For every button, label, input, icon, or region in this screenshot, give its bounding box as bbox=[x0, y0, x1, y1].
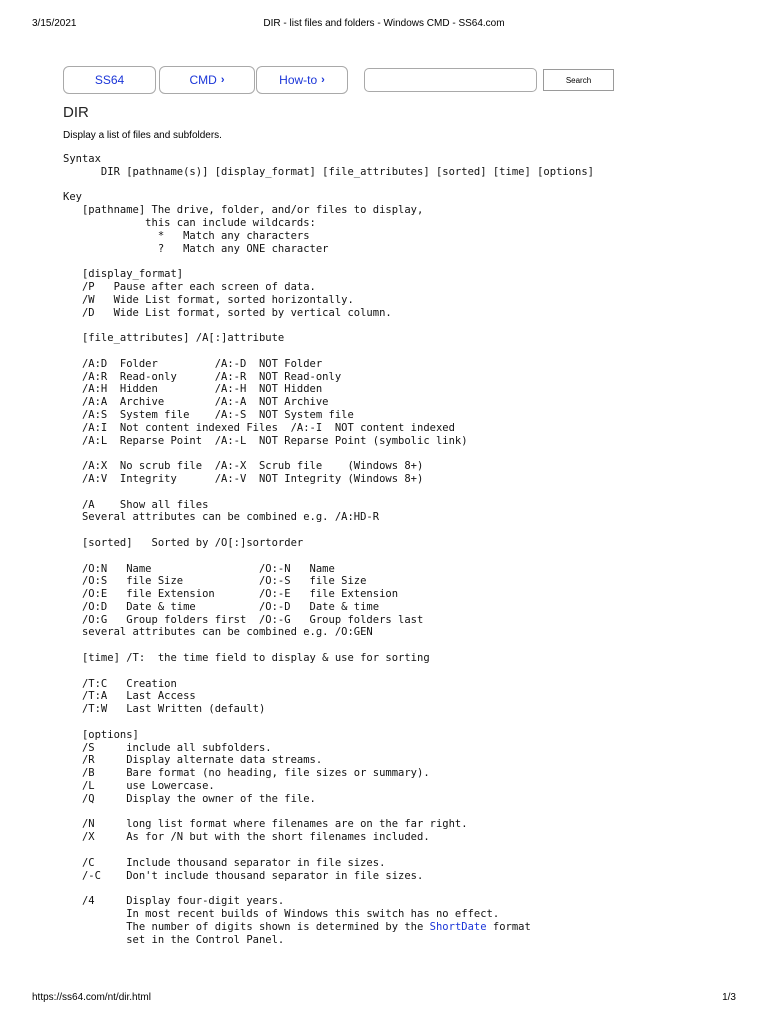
print-url: https://ss64.com/nt/dir.html bbox=[32, 992, 151, 1003]
content-line: this can include wildcards: bbox=[63, 216, 316, 229]
content-line bbox=[63, 716, 723, 729]
content-line bbox=[63, 639, 723, 652]
content-line bbox=[63, 844, 723, 857]
content-line bbox=[63, 179, 723, 192]
content-line: [options] bbox=[63, 728, 139, 741]
content-line: [file_attributes] /A[:]attribute bbox=[63, 332, 285, 345]
content-line: /A:R Read-only /A:-R NOT Read-only bbox=[63, 370, 342, 383]
content-line: /O:E file Extension /O:-E file Extension bbox=[63, 588, 399, 601]
content-line: /A:S System file /A:-S NOT System file bbox=[63, 408, 354, 421]
content-line: /O:G Group folders first /O:-G Group folders last bbox=[63, 613, 424, 626]
content-line: /W Wide List format, sorted horizontally. bbox=[63, 293, 354, 306]
content-line: /D Wide List format, sorted by vertical column. bbox=[63, 306, 392, 319]
content-line bbox=[63, 524, 723, 537]
content-line: /A:I Not content indexed Files /A:-I NOT content indexed bbox=[63, 421, 455, 434]
content-line: /A Show all files bbox=[63, 498, 209, 511]
content-line: /A:X No scrub file /A:-X Scrub file (Windows 8+) bbox=[63, 460, 424, 473]
cmd-nav-button[interactable] bbox=[159, 66, 255, 94]
print-header bbox=[32, 18, 736, 32]
content-line: * Match any characters bbox=[63, 229, 310, 242]
content-line: /P Pause after each screen of data. bbox=[63, 280, 316, 293]
print-page-title: DIR - list files and folders - Windows CMD - SS64.com bbox=[263, 18, 505, 29]
cmd-button-label: CMD bbox=[189, 73, 217, 87]
content-line: Syntax bbox=[63, 153, 101, 165]
content-line: ? Match any ONE character bbox=[63, 242, 329, 255]
content-line bbox=[63, 665, 723, 678]
content-line: Key bbox=[63, 191, 82, 204]
content-line: /A:A Archive /A:-A NOT Archive bbox=[63, 396, 329, 409]
content-line: /X As for /N but with the short filenames included. bbox=[63, 831, 430, 844]
content-line: The number of digits shown is determined by the ShortDate format bbox=[63, 920, 531, 933]
content-line bbox=[63, 486, 723, 499]
content-line: /-C Don't include thousand separator in file sizes. bbox=[63, 869, 424, 882]
content-line: /A:D Folder /A:-D NOT Folder bbox=[63, 357, 323, 370]
content-line: [display_format] bbox=[63, 268, 184, 281]
page-subtitle: Display a list of files and subfolders. bbox=[63, 130, 222, 141]
content-line: /L use Lowercase. bbox=[63, 780, 215, 793]
content-line: /B Bare format (no heading, file sizes or summary). bbox=[63, 767, 430, 780]
content-line: /A:L Reparse Point /A:-L NOT Reparse Point (symbolic link) bbox=[63, 434, 468, 447]
howto-button-label: How-to bbox=[279, 73, 318, 87]
content-line: [sorted] Sorted by /O[:]sortorder bbox=[63, 536, 304, 549]
content-line: /O:N Name /O:-N Name bbox=[63, 562, 335, 575]
content-line bbox=[63, 319, 723, 332]
chevron-right-icon: › bbox=[321, 74, 325, 86]
ss64-home-button[interactable] bbox=[63, 66, 156, 94]
top-navigation bbox=[63, 66, 623, 94]
chevron-right-icon: › bbox=[220, 74, 225, 86]
content-line bbox=[63, 447, 723, 460]
content-line bbox=[63, 345, 723, 358]
content-line: /A:H Hidden /A:-H NOT Hidden bbox=[63, 383, 323, 396]
content-line: /C Include thousand separator in file sizes. bbox=[63, 856, 386, 869]
content-line: /O:S file Size /O:-S file Size bbox=[63, 575, 367, 588]
command-reference-text bbox=[63, 153, 723, 946]
shortdate-link[interactable]: ShortDate bbox=[429, 920, 487, 933]
ss64-button-label: SS64 bbox=[94, 73, 125, 87]
content-line bbox=[63, 550, 723, 563]
content-line: DIR [pathname(s)] [display_format] [file_attributes] [sorted] [time] [options] bbox=[63, 165, 595, 178]
content-line: set in the Control Panel. bbox=[63, 933, 285, 946]
content-line: /T:W Last Written (default) bbox=[63, 703, 266, 716]
content-line: /Q Display the owner of the file. bbox=[63, 792, 316, 805]
content-line: /R Display alternate data streams. bbox=[63, 754, 323, 767]
print-footer bbox=[32, 992, 736, 1006]
content-line bbox=[63, 806, 723, 819]
content-line: Several attributes can be combined e.g. /A:HD-R bbox=[63, 511, 380, 524]
content-line bbox=[63, 882, 723, 895]
content-line: /T:C Creation bbox=[63, 677, 177, 690]
content-line: /T:A Last Access bbox=[63, 690, 196, 703]
content-line: [time] /T: the time field to display & use for sorting bbox=[63, 652, 430, 665]
print-page-number: 1/3 bbox=[722, 992, 736, 1003]
content-line: [pathname] The drive, folder, and/or files to display, bbox=[63, 204, 424, 217]
content-line: In most recent builds of Windows this switch has no effect. bbox=[63, 908, 500, 921]
content-line: /S include all subfolders. bbox=[63, 741, 272, 754]
content-line: several attributes can be combined e.g. /O:GEN bbox=[63, 626, 373, 639]
print-date: 3/15/2021 bbox=[32, 18, 77, 29]
page-title: DIR bbox=[63, 104, 89, 121]
content-line: /4 Display four-digit years. bbox=[63, 895, 285, 908]
search-button[interactable]: Search bbox=[543, 69, 614, 91]
content-line: /O:D Date & time /O:-D Date & time bbox=[63, 600, 380, 613]
search-input[interactable] bbox=[364, 68, 537, 92]
content-line: /A:V Integrity /A:-V NOT Integrity (Windows 8+) bbox=[63, 472, 424, 485]
content-line bbox=[63, 255, 723, 268]
content-line: /N long list format where filenames are on the far right. bbox=[63, 818, 468, 831]
howto-nav-button[interactable] bbox=[256, 66, 348, 94]
